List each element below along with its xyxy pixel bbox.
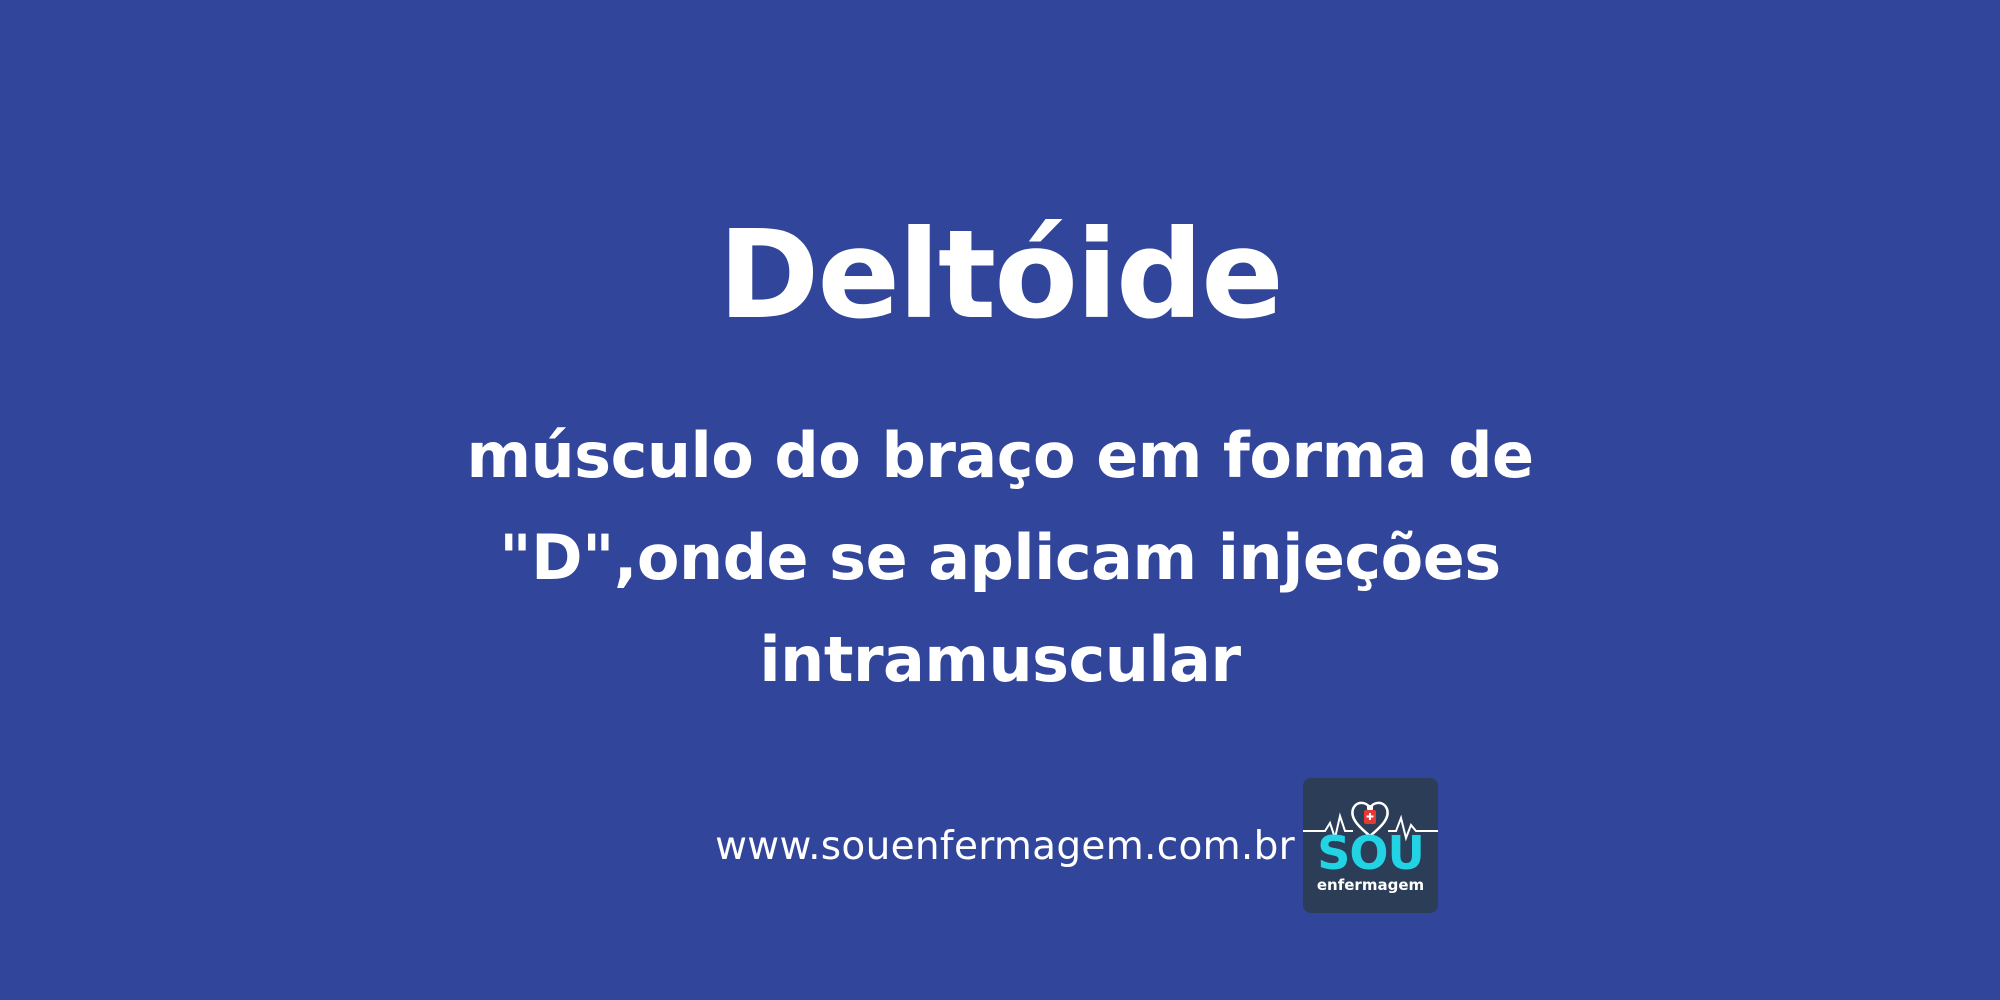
word-definition: músculo do braço em forma de "D",onde se aplicam injeções intramuscular [466, 419, 1534, 696]
footer [0, 778, 2000, 913]
word-title: Deltóide [718, 204, 1282, 346]
logo-sub-text: enfermagem [1316, 876, 1425, 894]
sou-enfermagem-logo[interactable] [1303, 778, 1438, 913]
site-url[interactable]: www.souenfermagem.com.br [715, 824, 1295, 869]
logo-main-text: SOU [1317, 826, 1424, 880]
